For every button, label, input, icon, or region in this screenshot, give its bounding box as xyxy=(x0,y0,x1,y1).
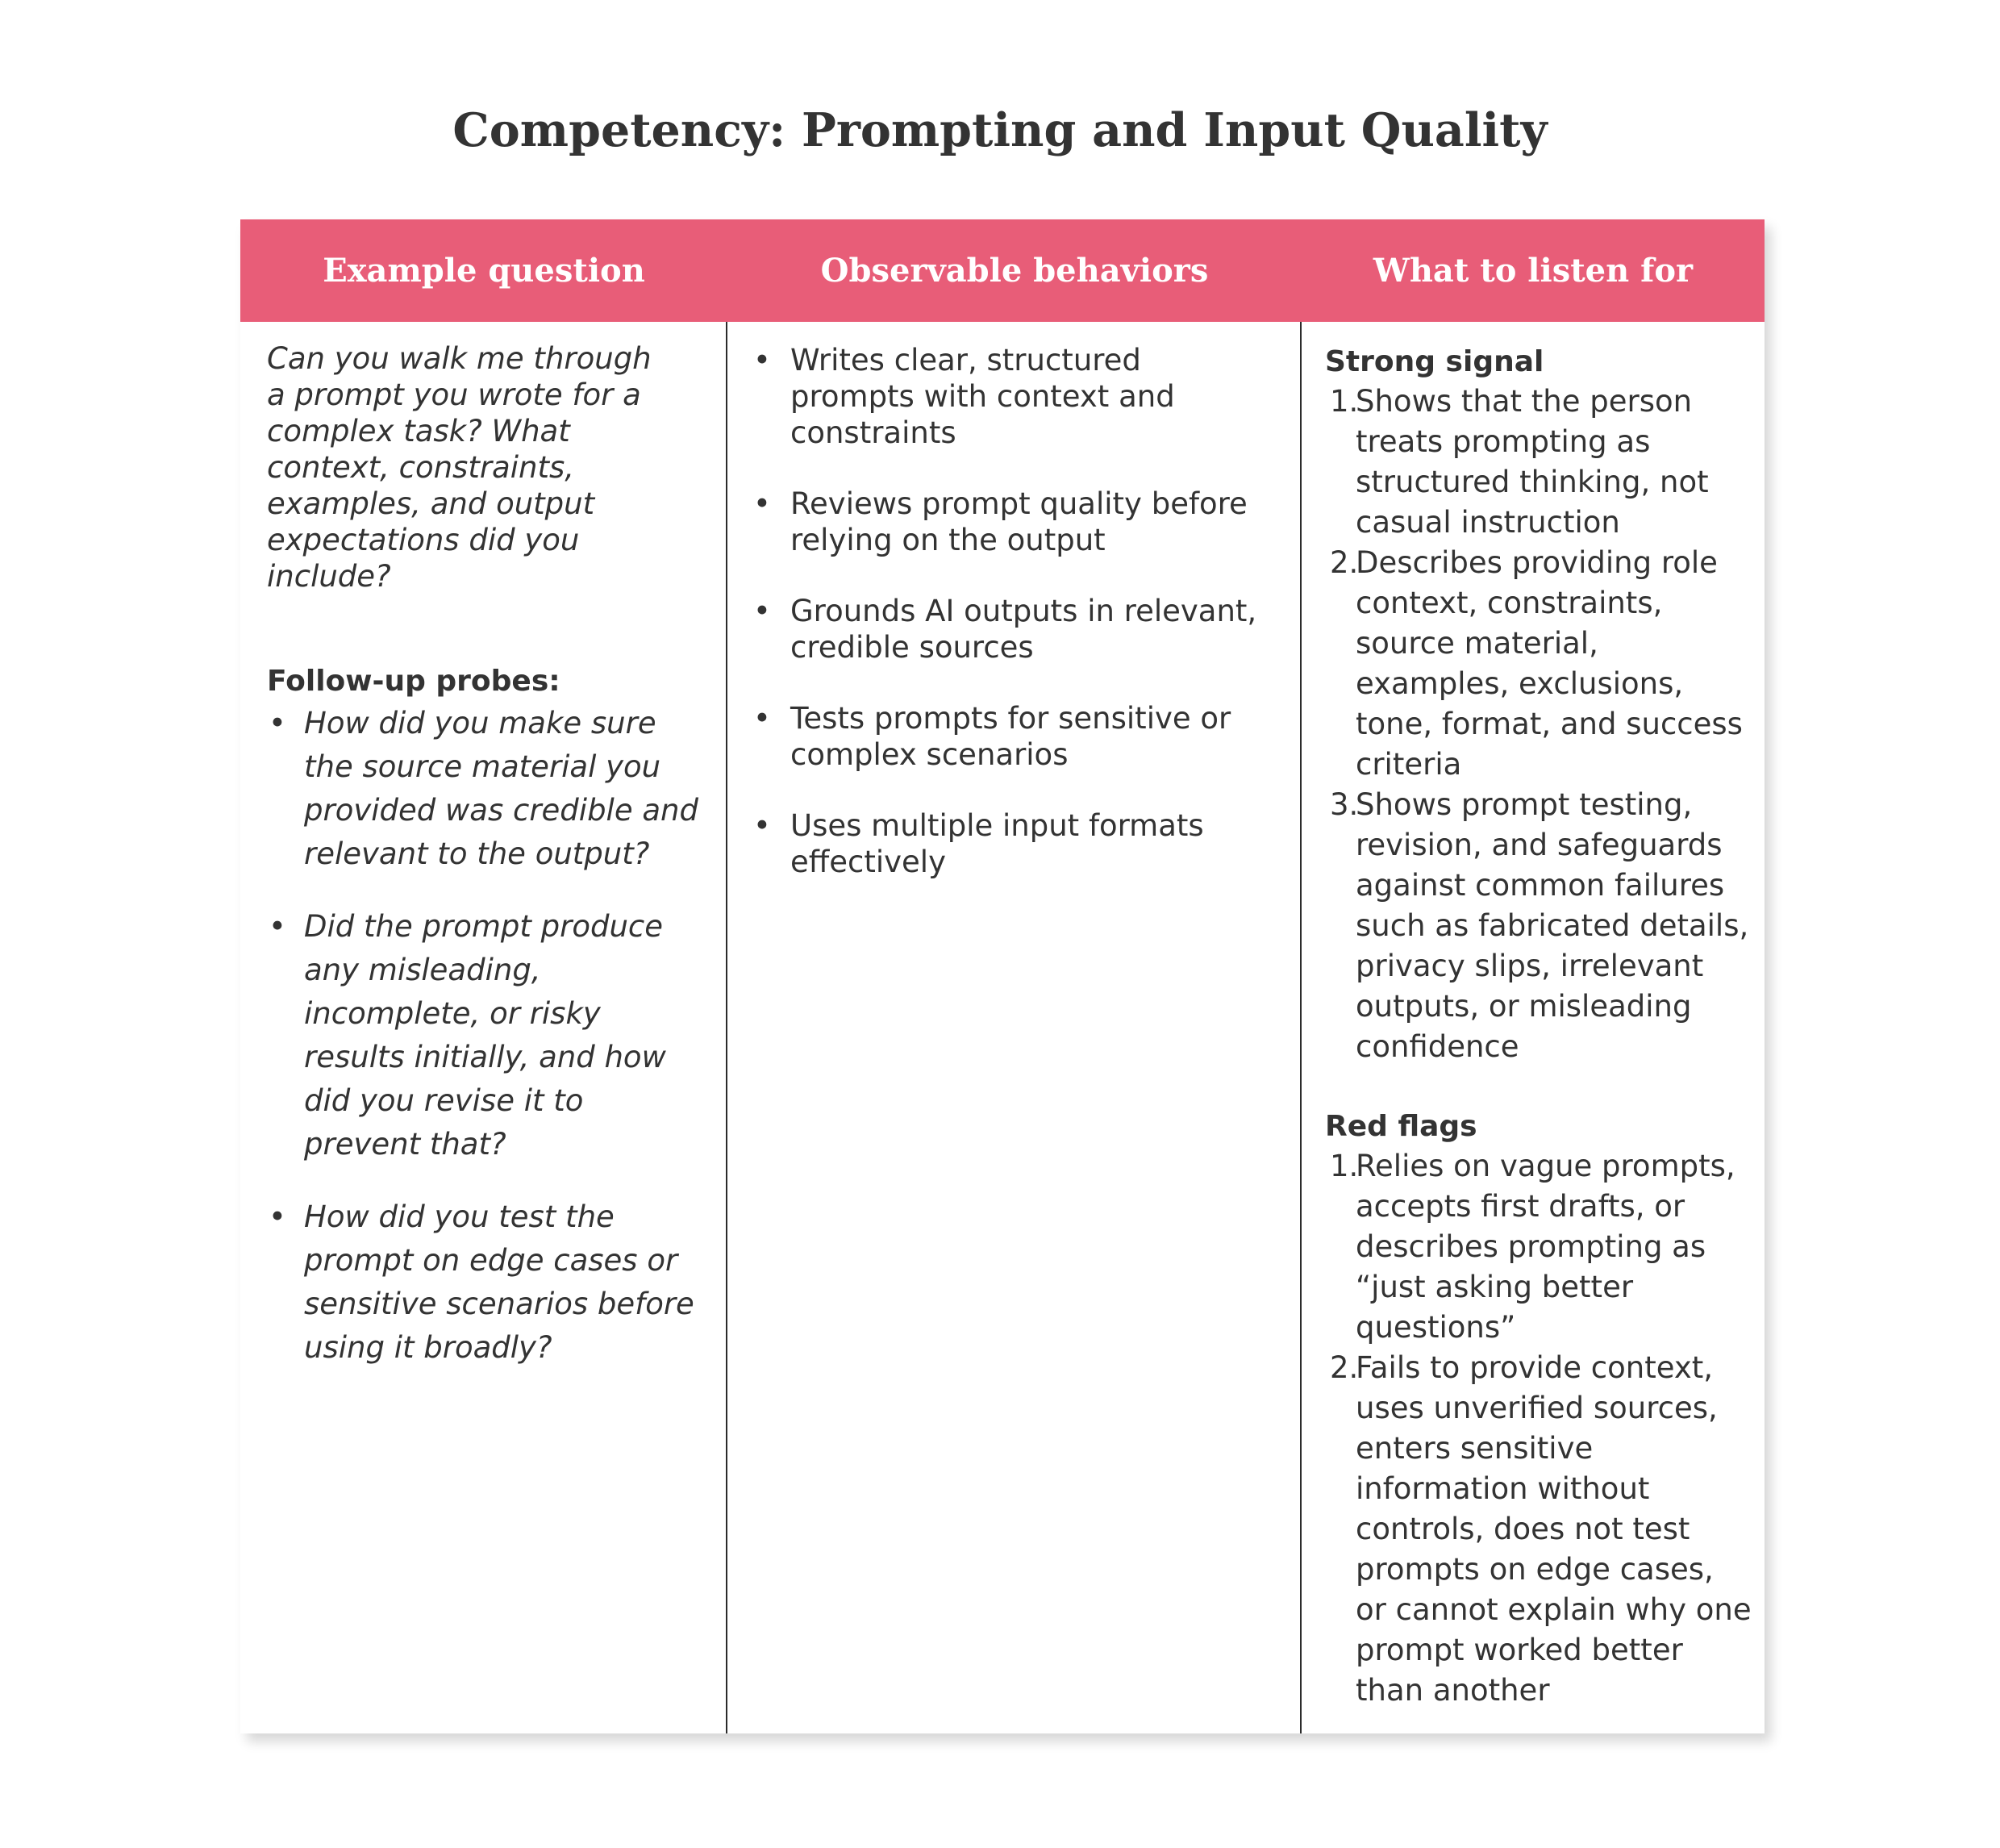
bullet-icon: • xyxy=(753,808,771,843)
list-item xyxy=(1325,543,1752,785)
list-item xyxy=(1325,1146,1752,1348)
column-divider xyxy=(1300,322,1302,1733)
page-title: Competency: Prompting and Input Quality xyxy=(452,103,1548,157)
strong-signal-list xyxy=(1325,382,1752,1067)
item-number: 1. xyxy=(1330,1149,1359,1183)
list-item xyxy=(267,905,706,1166)
list-item xyxy=(267,702,706,876)
probe-text: How did you make sure the source material you provided was credible and relevant to the output? xyxy=(304,706,698,871)
list-item xyxy=(753,593,1269,665)
behaviors-list xyxy=(753,342,1269,880)
signal-text: Describes providing role context, constraints, source material, examples, exclusions, tone, format, and success criteria xyxy=(1356,545,1743,782)
behavior-text: Reviews prompt quality before relying on the output xyxy=(790,486,1248,557)
list-item xyxy=(753,486,1269,558)
list-item xyxy=(753,807,1269,880)
follow-up-probes-label: Follow-up probes: xyxy=(267,665,560,698)
probe-text: Did the prompt produce any misleading, incomplete, or risky results initially, and how did you revise it to prevent that? xyxy=(304,909,666,1162)
list-item xyxy=(267,1195,706,1370)
header-example-question: Example question xyxy=(323,252,645,290)
item-number: 1. xyxy=(1330,384,1359,419)
probe-text: How did you test the prompt on edge cases or sensitive scenarios before using it broadly? xyxy=(304,1199,694,1365)
list-item xyxy=(1325,785,1752,1067)
bullet-icon: • xyxy=(753,343,771,378)
bullet-icon: • xyxy=(269,706,286,740)
behavior-text: Uses multiple input formats effectively xyxy=(790,808,1204,879)
header-observable-behaviors: Observable behaviors xyxy=(820,252,1209,290)
list-item xyxy=(753,342,1269,451)
item-number: 3. xyxy=(1330,787,1359,822)
item-number: 2. xyxy=(1330,545,1359,580)
bullet-icon: • xyxy=(269,909,286,944)
observable-behaviors-cell xyxy=(753,342,1269,915)
list-item xyxy=(1325,1348,1752,1711)
competency-table xyxy=(240,219,1765,1733)
red-flags-list xyxy=(1325,1146,1752,1711)
item-number: 2. xyxy=(1330,1350,1359,1385)
signal-text: Shows prompt testing, revision, and safeguards against common failures such as fabricated details, privacy slips, irrelevant outputs, or misleading confidence xyxy=(1356,787,1749,1064)
list-item xyxy=(753,700,1269,773)
red-flags-label: Red flags xyxy=(1325,1110,1477,1143)
red-flag-text: Relies on vague prompts, accepts first drafts, or describes prompting as “just asking better questions” xyxy=(1356,1149,1735,1345)
example-question-cell xyxy=(267,340,706,1399)
bullet-icon: • xyxy=(753,594,771,628)
column-divider xyxy=(726,322,727,1733)
list-item xyxy=(1325,382,1752,543)
listen-for-cell xyxy=(1325,343,1752,1711)
table-header-row xyxy=(240,219,1765,322)
strong-signal-label: Strong signal xyxy=(1325,345,1544,378)
behavior-text: Grounds AI outputs in relevant, credible sources xyxy=(790,594,1257,665)
bullet-icon: • xyxy=(269,1199,286,1234)
behavior-text: Tests prompts for sensitive or complex scenarios xyxy=(790,701,1231,772)
header-what-to-listen-for: What to listen for xyxy=(1373,252,1694,290)
signal-text: Shows that the person treats prompting as structured thinking, not casual instruction xyxy=(1356,384,1709,540)
follow-up-probes-list xyxy=(267,702,706,1370)
behavior-text: Writes clear, structured prompts with context and constraints xyxy=(790,343,1175,450)
bullet-icon: • xyxy=(753,486,771,521)
red-flag-text: Fails to provide context, uses unverified sources, enters sensitive information without controls, does not test prompts on edge cases, or cannot explain why one prompt worked better than another xyxy=(1356,1350,1752,1708)
example-question-text: Can you walk me through a prompt you wrote for a complex task? What context, constraints, examples, and output expectations did you include? xyxy=(267,341,652,594)
bullet-icon: • xyxy=(753,701,771,736)
